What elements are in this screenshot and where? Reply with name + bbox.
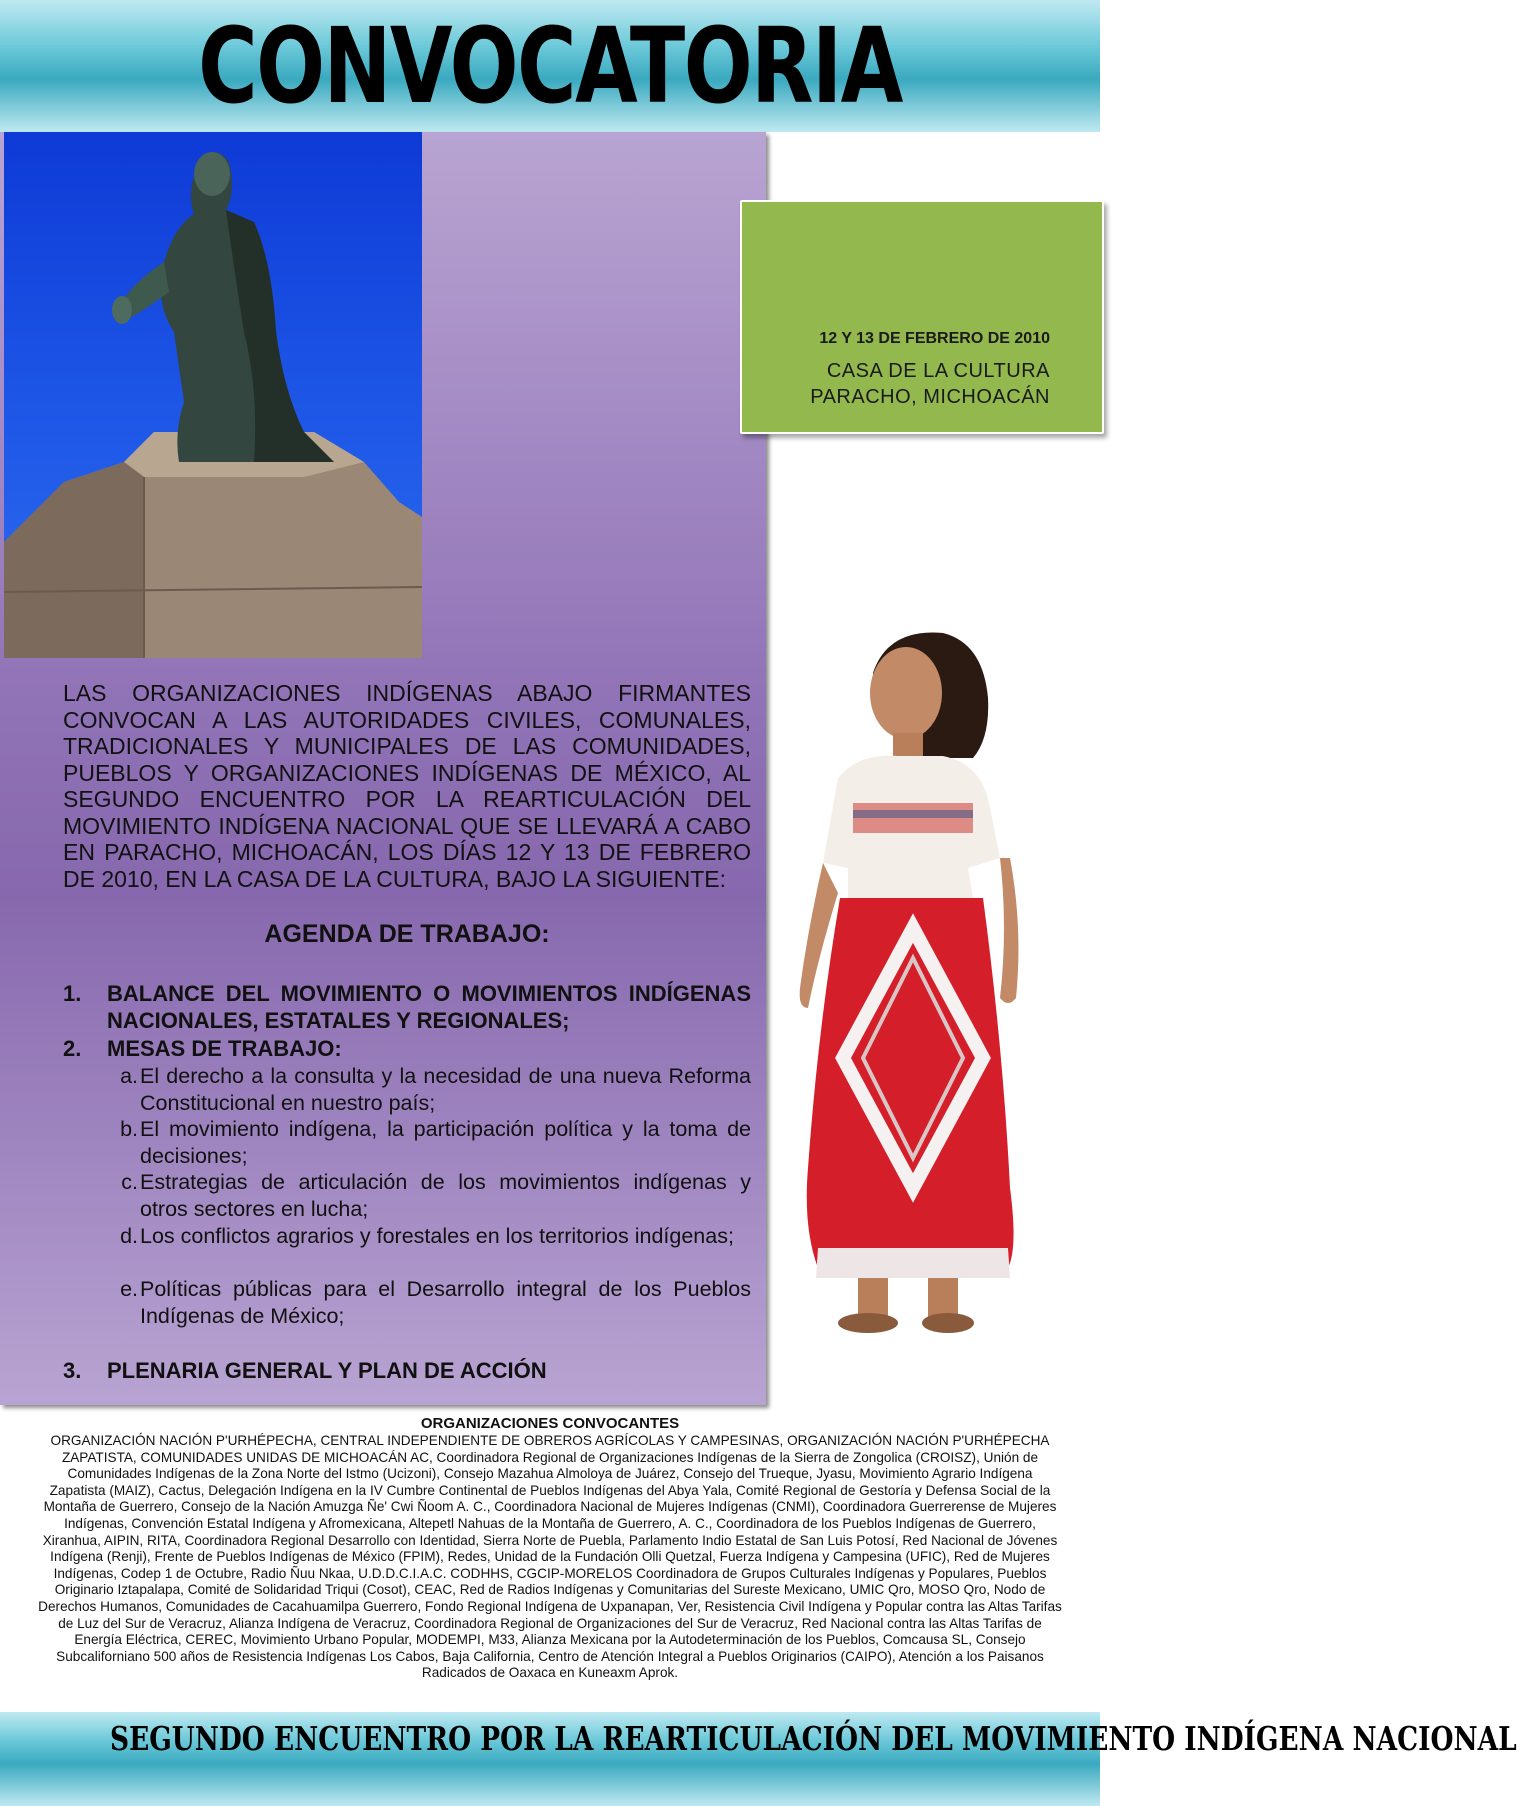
event-venue-line1: CASA DE LA CULTURA xyxy=(826,360,1050,382)
agenda-subitem-a xyxy=(112,1063,751,1116)
organizations-title: ORGANIZACIONES CONVOCANTES xyxy=(420,1415,680,1432)
event-date: 12 Y 13 DE FEBRERO DE 2010 xyxy=(819,330,1050,347)
girl-photo xyxy=(778,628,1088,1388)
subitem-letter: d. xyxy=(120,1224,138,1248)
subitem-text: Estrategias de articulación de los movimientos indígenas y otros sectores en lucha; xyxy=(140,1170,751,1221)
agenda-item-number: 3. xyxy=(63,1358,82,1383)
statue-photo xyxy=(4,132,422,658)
agenda-item-3 xyxy=(63,1357,751,1384)
statue-illustration xyxy=(4,132,422,658)
agenda-title: AGENDA DE TRABAJO: xyxy=(264,920,550,948)
agenda-item-text: MESAS DE TRABAJO: xyxy=(107,1036,342,1061)
event-venue-line2: PARACHO, MICHOACÁN xyxy=(810,386,1050,408)
agenda-subitem-e xyxy=(112,1276,751,1329)
agenda-item-number: 1. xyxy=(63,981,82,1006)
invitation-text: LAS ORGANIZACIONES INDÍGENAS ABAJO FIRMANTES CONVOCAN A LAS AUTORIDADES CIVILES, COMUNALES, TRADICIONALES Y MUNICIPALES DE LAS COMUNIDADES, PUEBLOS Y ORGANIZACIONES INDÍGENAS DE MÉXICO, AL SEGUNDO ENCUENTRO POR LA REARTICULACIÓN DEL MOVIMIENTO INDÍGENA NACIONAL QUE SE LLEVARÁ A CABO EN PARACHO, MICHOACÁN, LOS DÍAS 12 Y 13 DE FEBRERO DE 2010, EN LA CASA DE LA CULTURA, BAJO LA SIGUIENTE: xyxy=(63,680,751,892)
agenda-subitem-c xyxy=(112,1169,751,1222)
subitem-text: El derecho a la consulta y la necesidad de una nueva Reforma Constitucional en nuestro país; xyxy=(140,1064,751,1115)
agenda-subitem-d xyxy=(112,1223,751,1250)
agenda-item-2 xyxy=(63,1035,751,1062)
subitem-text: Políticas públicas para el Desarrollo integral de los Pueblos Indígenas de México; xyxy=(140,1277,751,1328)
subitem-letter: c. xyxy=(121,1170,138,1194)
event-info-box xyxy=(740,200,1104,434)
subitem-text: Los conflictos agrarios y forestales en los territorios indígenas; xyxy=(140,1224,734,1248)
subitem-text: El movimiento indígena, la participación política y la toma de decisiones; xyxy=(140,1117,751,1168)
agenda-item-number: 2. xyxy=(63,1036,82,1061)
girl-illustration xyxy=(778,628,1088,1388)
agenda-item-text: BALANCE DEL MOVIMIENTO O MOVIMIENTOS INDÍGENAS NACIONALES, ESTATALES Y REGIONALES; xyxy=(107,981,751,1033)
agenda-subitem-b xyxy=(112,1116,751,1169)
page-title: CONVOCATORIA xyxy=(198,5,902,127)
subitem-letter: a. xyxy=(120,1064,138,1088)
agenda-item-1 xyxy=(63,980,751,1034)
subitem-letter: b. xyxy=(120,1117,138,1141)
subitem-letter: e. xyxy=(120,1277,138,1301)
agenda-item-text: PLENARIA GENERAL Y PLAN DE ACCIÓN xyxy=(107,1358,547,1383)
footer-title: SEGUNDO ENCUENTRO POR LA REARTICULACIÓN DEL MOVIMIENTO INDÍGENA NACIONAL xyxy=(110,1719,1517,1758)
organizations-list: ORGANIZACIÓN NACIÓN P'URHÉPECHA, CENTRAL INDEPENDIENTE DE OBREROS AGRÍCOLAS Y CAMPESINAS, ORGANIZACIÓN NACIÓN P'URHÉPECHA ZAPATISTA, COMUNIDADES UNIDAS DE MICHOACÁN AC, Coordinadora Regional de Organizaciones Indígenas de la Sierra de Zongolica (CROISZ), Unión de Comunidades Indígenas de la Zona Norte del Istmo (Ucizoni), Consejo Mazahua Almoloya de Juárez, Consejo del Trueque, Jyasu, Movimiento Agrario Indígena Zapatista (MAIZ), Cactus, Delegación Indígena en la IV Cumbre Continental de Pueblos Indígenas del Abya Yala, Comité Regional de Gestoría y Defensa Social de la Montaña de Guerrero, Consejo de la Nación Amuzga Ñe' Cwi Ñoom A. C., Coordinadora Nacional de Mujeres Indígenas (CNMI), Coordinadora Guerrerense de Mujeres Indígenas, Convención Estatal Indígena y Afromexicana, Altepetl Nahuas de la Montaña de Guerrero, A. C., Coordinadora de los Pueblos Indígenas de Guerrero, Xiranhua, AIPIN, RITA, Coordinadora Regional Desarrollo con Identidad, Sierra Norte de Puebla, Parlamento Indio Estatal de San Luis Potosí, Red Nacional de Jóvenes Indígena (Renji), Frente de Pueblos Indígenas de México (FPIM), Redes, Unidad de la Fundación Olli Quetzal, Fuerza Indígena y Campesina (UFIC), Red de Mujeres Indígenas, Codep 1 de Octubre, Radio Ñuu Nkaa, U.D.D.C.I.A.C. CODHHS, CGCIP-MORELOS Coordinadora de Grupos Culturales Indígenas y Populares, Pueblos Originario Iztapalapa, Comité de Solidaridad Triqui (Cosot), CEAC, Red de Radios Indígenas y Comunitarias del Sureste Mexicano, UMIC Qro, MOSO Qro, Nodo de Derechos Humanos, Comunidades de Cacahuamilpa Guerrero, Fondo Regional Indígena de Uxpanapan, Ver, Resistencia Civil Indígena y Popular contra las Altas Tarifas de Luz del Sur de Veracruz, Alianza Indígena de Veracruz, Coordinadora Regional de Organizaciones del Sur de Veracruz, Red Nacional contra las Altas Tarifas de Energía Eléctrica, CEREC, Movimiento Urbano Popular, MODEMPI, M33, Alianza Mexicana por la Autodeterminación de los Pueblos, Comcausa SL, Consejo Subcaliforniano 500 años de Resistencia Indígenas Los Cabos, Baja California, Centro de Atención Integral a Pueblos Originarios (CAIPO), Atención a los Paisanos Radicados de Oaxaca en Kuneaxm Aprok. xyxy=(38,1433,1062,1681)
event-venue xyxy=(810,358,1050,410)
